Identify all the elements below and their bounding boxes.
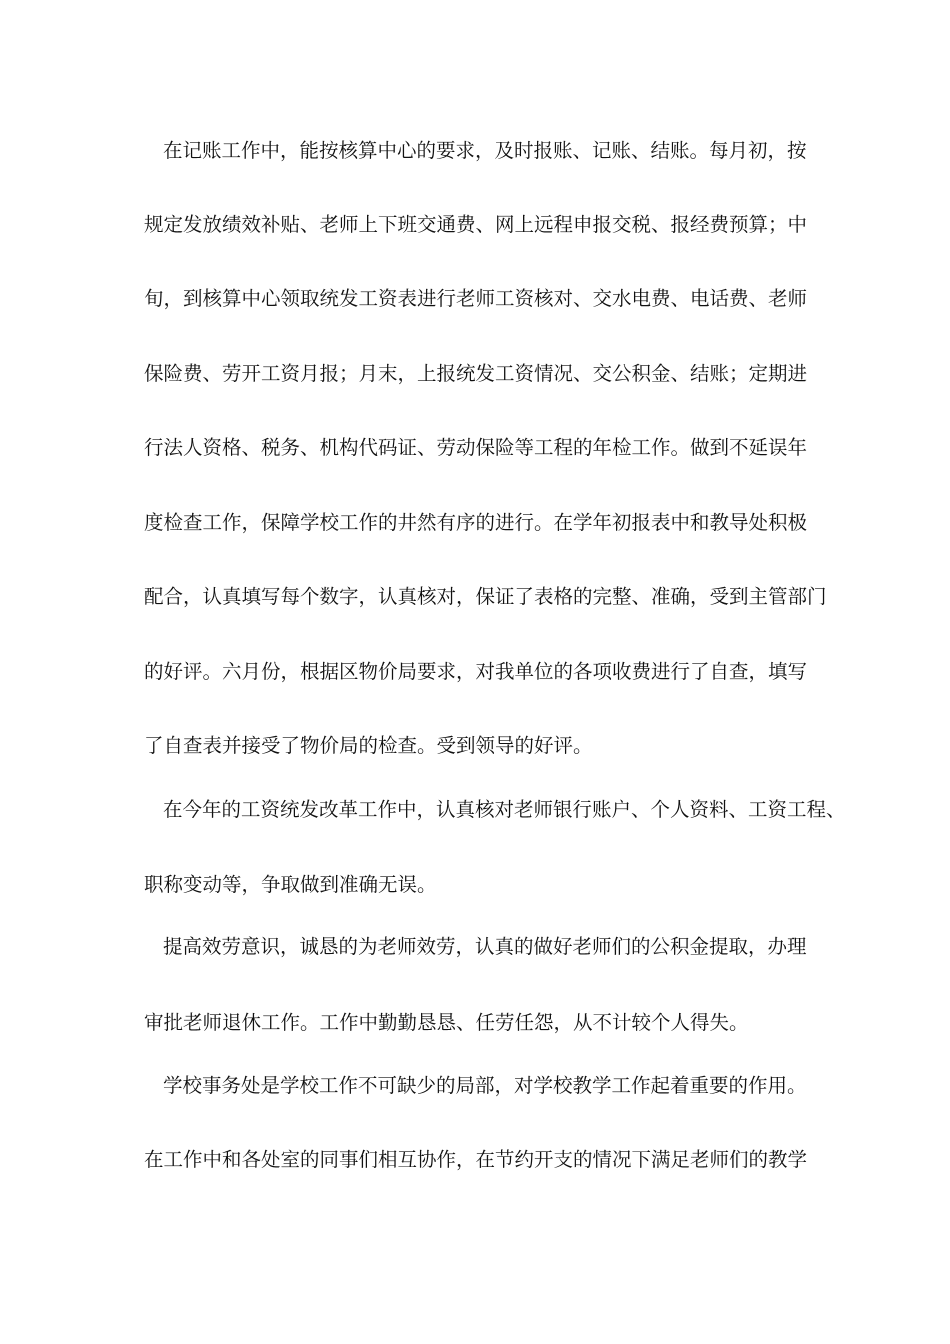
paragraph-1-line-4: 保险费、劳开工资月报；月末，上报统发工资情况、交公积金、结账；定期进 (144, 362, 808, 385)
paragraph-3-line-2: 审批老师退休工作。工作中勤勤恳恳、任劳任怨，从不计较个人得失。 (144, 1011, 749, 1034)
paragraph-1-line-6: 度检查工作，保障学校工作的井然有序的进行。在学年初报表中和教导处积极 (144, 511, 808, 534)
paragraph-2-line-1: 在今年的工资统发改革工作中，认真核对老师银行账户、个人资料、工资工程、 (163, 798, 846, 821)
paragraph-1-line-3: 旬，到核算中心领取统发工资表进行老师工资核对、交水电费、电话费、老师 (144, 287, 808, 310)
paragraph-1-line-5: 行法人资格、税务、机构代码证、劳动保险等工程的年检工作。做到不延误年 (144, 436, 808, 459)
paragraph-1-line-1: 在记账工作中，能按核算中心的要求，及时报账、记账、结账。每月初，按 (163, 139, 807, 162)
paragraph-2-line-2: 职称变动等，争取做到准确无误。 (144, 873, 437, 896)
paragraph-1-line-8: 的好评。六月份，根据区物价局要求，对我单位的各项收费进行了自查，填写 (144, 660, 808, 683)
paragraph-1-line-9: 了自查表并接受了物价局的检查。受到领导的好评。 (144, 734, 593, 757)
paragraph-1-line-2: 规定发放绩效补贴、老师上下班交通费、网上远程申报交税、报经费预算；中 (144, 213, 808, 236)
paragraph-4-line-1: 学校事务处是学校工作不可缺少的局部，对学校教学工作起着重要的作用。 (163, 1074, 807, 1097)
paragraph-4-line-2: 在工作中和各处室的同事们相互协作，在节约开支的情况下满足老师们的教学 (144, 1148, 808, 1171)
paragraph-1-line-7: 配合，认真填写每个数字，认真核对，保证了表格的完整、准确，受到主管部门 (144, 585, 827, 608)
paragraph-3-line-1: 提高效劳意识，诚恳的为老师效劳，认真的做好老师们的公积金提取，办理 (163, 935, 807, 958)
